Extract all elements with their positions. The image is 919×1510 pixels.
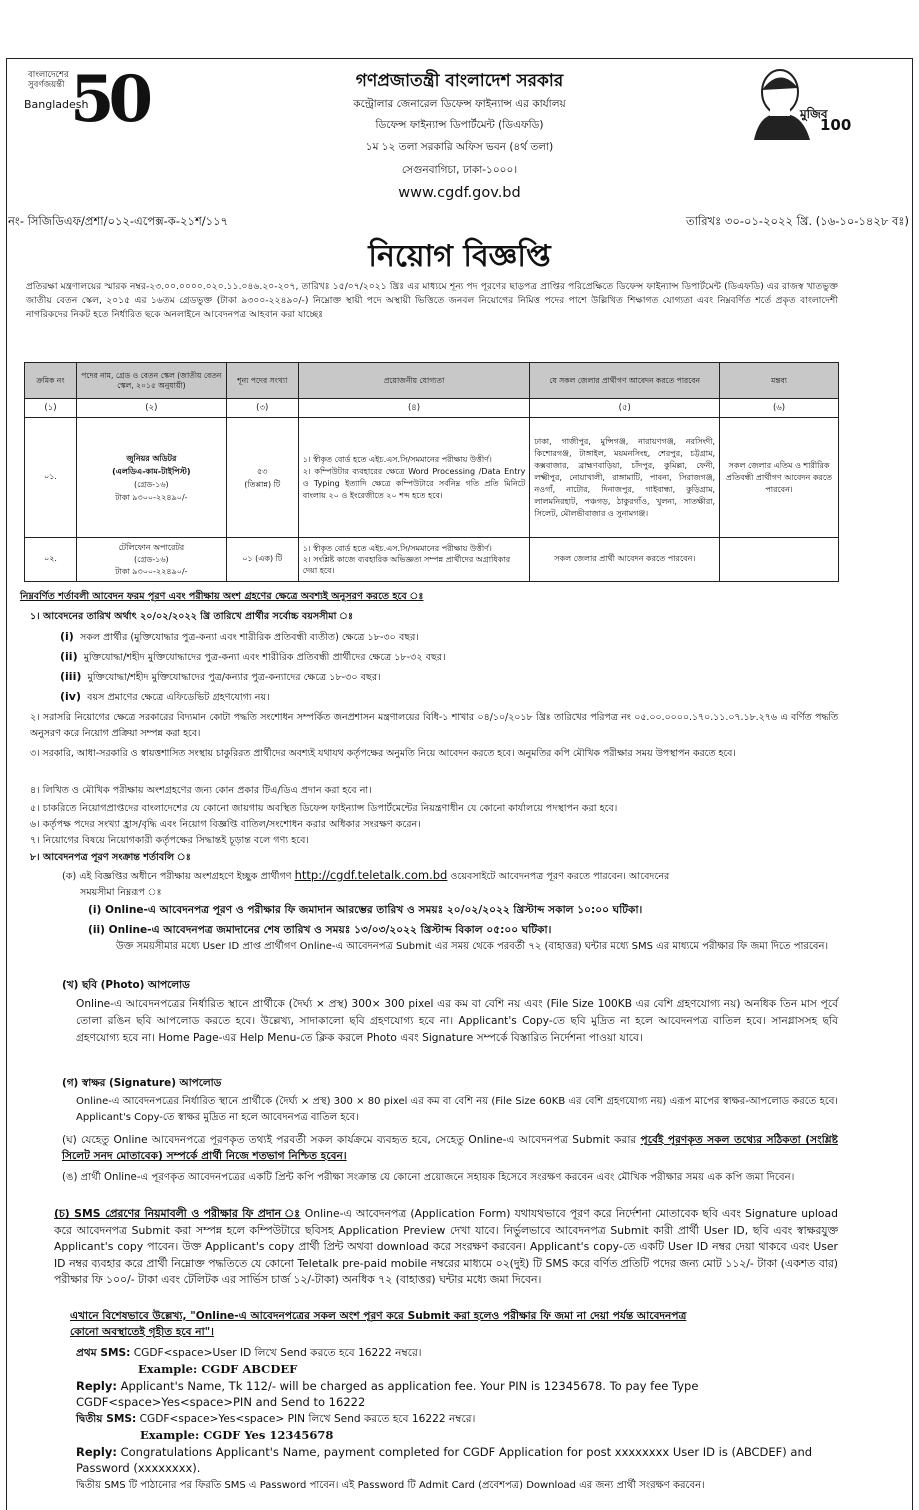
condition-8-gha [62, 1132, 838, 1164]
ka-line-2: সময়সীমা নিম্নরূপ ঃ [80, 887, 162, 898]
col-number: (১) [25, 399, 77, 418]
age-item [60, 650, 446, 666]
reply2-text: Congratulations Applicant's Name, payment completed for CGDF Application for post xxxxxxxx User ID is (ABCDEF) and Password (xxxxxxxx). [76, 1445, 813, 1475]
age-key: (i) [60, 630, 74, 643]
govt-title: গণপ্রজাতন্ত্রী বাংলাদেশ সরকার [355, 71, 564, 91]
age-text: মুক্তিযোদ্ধা/শহীদ মুক্তিযোদ্ধাদের পুত্র/কন্যার পুত্র-কন্যাদের ক্ষেত্রে ১৮-৩০ বছর। [87, 672, 381, 683]
special-text: এখানে বিশেষভাবে উল্লেখ্য, "Online-এ আবেদনপত্রের সকল অংশ পূরণ করে Submit করা হলেও পরীক্ষার ফি জমা না দেয়া পর্যন্ত আবেদনপত্র [70, 1310, 687, 1322]
sms1-text: CGDF<space>User ID লিখে Send করতে হবে 16222 নম্বরে। [133, 1347, 422, 1359]
qualification-item: ১। স্বীকৃত বোর্ড হতে এইচ.এস.সি/সমমানের পরীক্ষায় উত্তীর্ণ। [302, 544, 492, 553]
signature-heading: (গ) স্বাক্ষর (Signature) আপলোড [62, 1077, 222, 1089]
first-sms [76, 1346, 422, 1363]
ka-text-post: ওয়েবসাইটে আবেদনপত্র পূরণ করতে পারবেন। আবেদনের [450, 871, 670, 882]
reply-2 [76, 1444, 836, 1476]
condition-1: ১। আবেদনের তারিখ অর্থাৎ ২০/০২/২০২২ খ্রি তারিখে প্রার্থীর সর্বোচ্চ বয়সসীমা ঃ [30, 611, 354, 622]
post-scale: টাকা ৯৩০০-২২৪৯০/- [115, 492, 188, 502]
age-item [60, 630, 419, 646]
date-start: (i) Online-এ আবেদনপত্র পূরণ ও পরীক্ষার ফি জমাদান আরম্ভের তারিখ ও সময়ঃ ২০/০২/২০২২ খ্রিস্টাব্দ সকাল ১০:০০ ঘটিকা। [88, 904, 643, 916]
ka-text: (ক) এই বিজ্ঞপ্তির অধীনে পরীক্ষায় অংশগ্রহণে ইচ্ছুক প্রার্থীগণ [62, 871, 292, 882]
signature-instructions: Online-এ আবেদনপত্রের নির্ধারিত স্থানে প্রার্থীকে (দৈর্ঘ্য × প্রস্থ) 300 × 80 pixel এর কম বা বেশি নয় (File Size 60KB এর বেশি গ্রহণযোগ্য নয়) এরূপ মাপের স্বাক্ষর-আপলোড করতে হবে। Applicant's Copy-তে স্বাক্ষর মুদ্রিত না হলে আবেদনপত্র বাতিল হবে। [76, 1096, 838, 1123]
date-end: (ii) Online-এ আবেদনপত্র জমাদানের শেষ তারিখ ও সময়ঃ ১৩/০৩/২০২২ খ্রিস্টাব্দ বিকাল ০৫:০০ ঘটিকা। [88, 924, 552, 936]
age-key: (iii) [60, 670, 82, 683]
remarks-cell: সকল জেলার এতিম ও শারীরিক প্রতিবন্ধী প্রার্থীগণ আবেদন করতে পারবেন। [720, 418, 839, 538]
col-remarks: মন্তব্য [720, 363, 839, 399]
age-key: (ii) [60, 650, 78, 663]
vacancy-table [24, 362, 839, 582]
intro-paragraph: প্রতিরক্ষা মন্ত্রণালয়ের স্মারক নম্বর-২৩.০০.০০০০.০২০.১১.০৪৬.২০-২০৭, তারিখঃ ১৫/০৭/২০২১ খ্রিঃ এর মাধ্যমে শূন্য পদ পূরণের ছাড়পত্র প্রাপ্তির পরিপ্রেক্ষিতে ডিফেন্স ফাইন্যান্স ডিপার্টমেন্ট (ডিএফডি) এর রাজস্ব খাতভুক্ত জাতীয় বেতন স্কেল, ২০১৫ এর ১৬তম গ্রেডভুক্ত (টাকা ৯৩০০-২২৪৯০/-) নিম্নোক্ত স্থায়ী পদে অস্থায়ী ভিত্তিতে জনবল নিয়োগের নিমিত্ত পদের পাশে উল্লিখিত শিক্ষাগত যোগ্যতা এবং নিম্নবর্ণিত শর্তে প্রকৃত বাংলাদেশী নাগরিকদের নিকট হতে নির্ধারিত ছকে অনলাইনে আবেদনপত্র আহবান করা যাচ্ছেঃ [26, 281, 838, 320]
condition-8-uma: (ঙ) প্রার্থী Online-এ পূরণকৃত আবেদনপত্রের একটি প্রিন্ট কপি পরীক্ষা সংক্রান্ত যে কোনো প্রয়োজনে সহায়ক হিসেবে সংরক্ষণ করবেন এবং মৌখিক পরীক্ষার সময় এক কপি জমা দিবেন। [62, 1172, 795, 1183]
table-row [25, 538, 839, 582]
col-qualification: প্রয়োজনীয় যোগ্যতা [298, 363, 530, 399]
building-name: ১ম ১২ তলা সরকারি অফিস ভবন (৪র্থ তলা) [365, 141, 554, 153]
post-grade: (গ্রেড-১৬) [134, 554, 169, 564]
condition-8-ka [62, 868, 669, 885]
condition-7: ৭। নিয়োগের বিষয়ে নিয়োগকারী কর্তৃপক্ষের সিদ্ধান্তই চূড়ান্ত বলে গণ্য হবে। [30, 835, 309, 846]
photo-heading: (খ) ছবি (Photo) আপলোড [62, 979, 190, 991]
age-text: মুক্তিযোদ্ধা/শহীদ মুক্তিযোদ্ধাদের পুত্র-কন্যা এবং শারীরিক প্রতিবন্ধী প্রার্থীদের ক্ষেত্রে ১৮-৩২ বছর। [83, 652, 446, 663]
vacancy-cell: ০১ (এক) টি [226, 538, 298, 582]
logo-text-bangladesh: Bangladesh [24, 98, 89, 111]
notice-title: নিয়োগ বিজ্ঞপ্তি [368, 239, 551, 274]
col-number: (৬) [720, 399, 839, 418]
mujib-number: 100 [820, 116, 852, 134]
reply1-label: Reply: [76, 1379, 117, 1393]
logo-text-2: সুবর্ণজয়ন্তী [28, 80, 65, 90]
qualification-cell [298, 418, 530, 538]
second-sms [76, 1412, 475, 1429]
memo-date: তারিখঃ ৩০-০১-২০২২ খ্রি. (১৬-১০-১৪২৮ বঃ) [685, 214, 909, 228]
serial: ০১. [25, 418, 77, 538]
col-post: পদের নাম, গ্রেড ও বেতন স্কেল (জাতীয় বেতন স্কেল, ২০১৫ অনুযায়ী) [76, 363, 226, 399]
reply1-text: Applicant's Name, Tk 112/- will be charged as application fee. Your PIN is 12345678. To pay fee Type CGDF<space>Yes<space>PIN and Send to 16222 [76, 1379, 699, 1409]
condition-3: ৩। সরকারি, আধা-সরকারি ও স্বায়ত্তশাসিত সংস্থায় চাকুরিরত প্রার্থীদের অবশ্যই যথাযথ কর্তৃপক্ষের অনুমতি নিয়ে আবেদন করতে হবে। অনুমতির কপি মৌখিক পরীক্ষার সময় উপস্থাপন করতে হবে। [30, 748, 736, 759]
ca-text: Online-এ আবেদনপত্র (Application Form) যথাযথভাবে পূরণ করে নির্দেশনা মোতাবেক ছবি এবং Signature upload করে আবেদনপত্র Submit করা সম্পন্ন হলে কম্পিউটারে ছবিসহ Application Preview দেখা যাবে। নির্ভুলভাবে আবেদনপত্র Submit কারী প্রার্থী User ID, ছবি এবং স্বাক্ষরযুক্ত Applicant's copy পাবেন। উক্ত Applicant's copy প্রার্থী প্রিন্ট অথবা download করে সংরক্ষণ করবেন। Applicant's copy-তে একটি User ID নম্বর দেয়া থাকবে এবং User ID নম্বর ব্যবহার করে প্রার্থী নিম্নোক্ত পদ্ধতিতে যে কোনো Teletalk pre-paid mobile নম্বরের মাধ্যমে ০২(দুই) টি SMS করে বর্ণিত প্রতিটি পদের জন্য মোট ১১২/- টাকা (একশত বার) পরীক্ষার ফি ১০০/- টাকা এবং টেলিটক এর সার্ভিস চার্জ ১২/-টাকা) অনধিক ৭২ (বাহাত্তর) ঘন্টার মধ্যে জমা দিবেন। [54, 1207, 838, 1286]
condition-8-ca [54, 1206, 838, 1289]
qualification-item: ২। কম্পিউটার ব্যবহারের ক্ষেত্রে Word Processing /Data Entry ও Typing ইত্যাদি ক্ষেত্রে কম্পিউটারে সর্বনিম্ন গতি প্রতি মিনিটে বাংলায় ২০ ও ইংরেজীতে ২০ শব্দ হতে হবে। [302, 466, 526, 500]
memo-number: নং- সিজিডিএফ/প্রশা/০১২-এপেক্স-ক-২১শ/১১৭ [8, 214, 229, 228]
example-2: Example: CGDF Yes 12345678 [140, 1428, 334, 1442]
sms-note: উক্ত সময়সীমার মধ্যে User ID প্রাপ্ত প্রার্থীগণ Online-এ আবেদনপত্র Submit এর সময় থেকে পরবর্তী ৭২ (বাহাত্তর) ঘন্টার মধ্যে SMS এর মাধ্যমে পরীক্ষার ফি জমা দিতে পারবেন। [116, 941, 829, 952]
website-link[interactable]: www.cgdf.gov.bd [398, 185, 521, 201]
special-note [70, 1308, 830, 1340]
sms1-label: প্রথম SMS: [76, 1347, 131, 1359]
age-text: সকল প্রার্থীর (মুক্তিযোদ্ধার পুত্র-কন্যা এবং শারীরিক প্রতিবন্ধী ব্যতীত) ক্ষেত্রে ১৮-৩০ বছর। [79, 632, 419, 643]
col-serial: ক্রমিক নং [25, 363, 77, 399]
districts-cell: সকল জেলার প্রার্থী আবেদন করতে পারবেন। [530, 538, 720, 582]
col-number: (২) [76, 399, 226, 418]
condition-4: ৪। লিখিত ও মৌখিক পরীক্ষায় অংশগ্রহণের জন্য কোন প্রকার টিএ/ডিএ প্রদান করা হবে না। [30, 785, 372, 796]
age-key: (iv) [60, 690, 81, 703]
password-note: দ্বিতীয় SMS টি পাঠানোর পর ফিরতি SMS এ Password পাবেন। এই Password টি Admit Card (প্রবেশপত্র) Download এর জন্য প্রার্থী সংরক্ষণ করবেন। [76, 1480, 705, 1491]
sms2-text: CGDF<space>Yes<space> PIN লিখে Send করতে হবে 16222 নম্বরে। [139, 1413, 476, 1425]
vacancy-cell [226, 418, 298, 538]
age-text: বয়স প্রমাণের ক্ষেত্রে এফিডেভিট গ্রহণযোগ্য নয়। [87, 692, 270, 703]
logo-number-50: 50 [70, 62, 148, 137]
example-1: Example: CGDF ABCDEF [138, 1362, 298, 1376]
districts-cell: ঢাকা, গাজীপুর, মুন্সিগঞ্জ, নারায়ণগঞ্জ, নরসিংদী, কিশোরগঞ্জ, টাঙ্গাইল, ময়মনসিংহ, শেরপুর, চট্টগ্রাম, কক্সবাজার, ব্রাহ্মণবাড়িয়া, চাঁদপুর, কুমিল্লা, ফেনী, লক্ষ্মীপুর, নোয়াখালী, রাঙ্গামাটি, পাবনা, সিরাজগঞ্জ, নওগাঁ, নাটোর, দিনাজপুর, গাইবান্ধা, কুড়িগ্রাম, লালমনিরহাট, পঞ্চগড়, ঠাকুরগাঁও, খুলনা, সাতক্ষীরা, সিলেট, মৌলভীবাজার ও সুনামগঞ্জ। [530, 418, 720, 538]
photo-instructions: Online-এ আবেদনপত্রের নির্ধারিত স্থানে প্রার্থীকে (দৈর্ঘ্য × প্রস্থ) 300× 300 pixel এর কম বা বেশি নয় এবং (File Size 100KB এর বেশি গ্রহণযোগ্য নয়) অনধিক তিন মাস পূর্বে তোলা রঙিন ছবি আপলোড করতে হবে। উল্লেখ্য, সাদাকালো ছবি গ্রহণযোগ্য হবে না। Applicant's Copy-তে ছবি মুদ্রিত না হলে আবেদনপত্র বাতিল হবে। সানগ্লাসসহ ছবি গ্রহণযোগ্য হবে না। Home Page-এর Help Menu-তে ক্লিক করলে Photo এবং Signature সম্পর্কে বিস্তারিত নির্দেশনা পাওয়া যাবে। [76, 998, 838, 1044]
post-designation: (এলডিএ-কাম-টাইপিস্ট) [112, 466, 191, 476]
mujib-label: মুজিব [800, 107, 828, 121]
col-vacancy: শূন্য পদের সংখ্যা [226, 363, 298, 399]
qualification-item: ১। স্বীকৃত বোর্ড হতে এইচ.এস.সি/সমমানের পরীক্ষায় উত্তীর্ণ। [302, 454, 492, 464]
col-number: (৩) [226, 399, 298, 418]
post-cell [76, 418, 226, 538]
post-scale: টাকা ৯৩০০-২২৪৯০/- [115, 566, 188, 576]
gha-bold: পূর্বেই পূরণকৃত সকল তথ্যের সঠিকতা (সংশ্লিষ্ট সিলেট সনদ মোতাবেক) সম্পর্কে প্রার্থী নিজে শতভাগ নিশ্চিত হবেন। [62, 1134, 838, 1162]
col-number: (৪) [298, 399, 530, 418]
condition-5: ৫। চাকরিতে নিয়োগপ্রাপ্তদের বাংলাদেশের যে কোনো জায়গায় অবস্থিত ডিফেন্স ফাইন্যান্স ডিপার্টমেন্টের নিয়ন্ত্রণাধীন যে কোনো কার্যালয়ে পদস্থাপন করা হবে। [30, 803, 618, 814]
table-row [25, 418, 839, 538]
special-text-2: কোনো অবস্থাতেই গৃহীত হবে না"। [70, 1326, 214, 1338]
office-name: কন্ট্রোলার জেনারেল ডিফেন্স ফাইন্যান্স এর কার্যালয় [353, 98, 566, 110]
conditions-heading: নিম্নবর্ণিত শর্তাবলী আবেদন ফরম পূরণ এবং পরীক্ষায় অংশ গ্রহণের ক্ষেত্রে অবশ্যই অনুসরণ করতে হবে ঃ [20, 591, 424, 602]
department-name: ডিফেন্স ফাইন্যান্স ডিপার্টমেন্ট (ডিএফডি) [375, 119, 544, 131]
remarks-cell [720, 538, 839, 582]
post-name: টেলিফোন অপারেটর [118, 542, 185, 552]
post-name: জুনিয়র অডিটর [126, 453, 177, 463]
reply-1 [76, 1378, 836, 1410]
vacancy-words: (তিপ্পান্ন) টি [244, 479, 281, 489]
post-grade: (গ্রেড-১৬) [134, 479, 169, 489]
qualification-item: ২। সংশ্লিষ্ট কাজে ব্যবহারিক অভিজ্ঞতা সম্পন্ন প্রার্থীদের অগ্রাধিকার দেয়া হবে। [302, 555, 511, 575]
ca-heading: (চ) SMS প্রেরণের নিয়মাবলী ও পরীক্ষার ফি প্রদান ঃ [54, 1207, 301, 1220]
logo-text-1: বাংলাদেশের [28, 70, 69, 80]
gha-text: (ঘ) যেহেতু Online আবেদনপত্রে পূরণকৃত তথ্যই পরবর্তী সকল কার্যক্রমে ব্যবহৃত হবে, সেহেতু Online-এ আবেদনপত্র Submit করার [62, 1134, 637, 1146]
age-item [60, 670, 381, 686]
condition-8: ৮। আবেদনপত্র পূরণ সংক্রান্ত শর্তাবলি ঃ [30, 852, 191, 863]
sms2-label: দ্বিতীয় SMS: [76, 1413, 137, 1425]
condition-6: ৬। কর্তৃপক্ষ পদের সংখ্যা হ্রাস/বৃদ্ধি এবং নিয়োগ বিজ্ঞপ্তি বাতিল/সংশোধন করার অধিকার সংরক্ষণ করেন। [30, 819, 421, 830]
col-number: (৫) [530, 399, 720, 418]
qualification-cell [298, 538, 530, 582]
address: সেগুনবাগিচা, ঢাকা-১০০০। [401, 164, 518, 176]
serial: ০২. [25, 538, 77, 582]
col-districts: যে সকল জেলার প্রার্থীগণ আবেদন করতে পারবেন [530, 363, 720, 399]
post-cell [76, 538, 226, 582]
condition-2: ২। সরাসরি নিয়োগের ক্ষেত্রে সরকারের বিদ্যমান কোটা পদ্ধতি সংশোধন সম্পর্কিত জনপ্রশাসন মন্ত্রণালয়ের বিধি-১ শাখার ০৪/১০/২০১৮ খ্রিঃ তারিখের পরিপত্র নং ০৫.০০.০০০০.১৭০.১১.০৭.১৮.২৭৬ এ বর্ণিত পদ্ধতি অনুসরণ করে নিয়োগ প্রক্রিয়া সম্পন্ন করা হবে। [30, 712, 838, 739]
teletalk-link[interactable]: http://cgdf.teletalk.com.bd [294, 868, 448, 882]
reply2-label: Reply: [76, 1445, 117, 1459]
age-item [60, 690, 270, 706]
vacancy-count: ৫৩ [257, 466, 268, 476]
